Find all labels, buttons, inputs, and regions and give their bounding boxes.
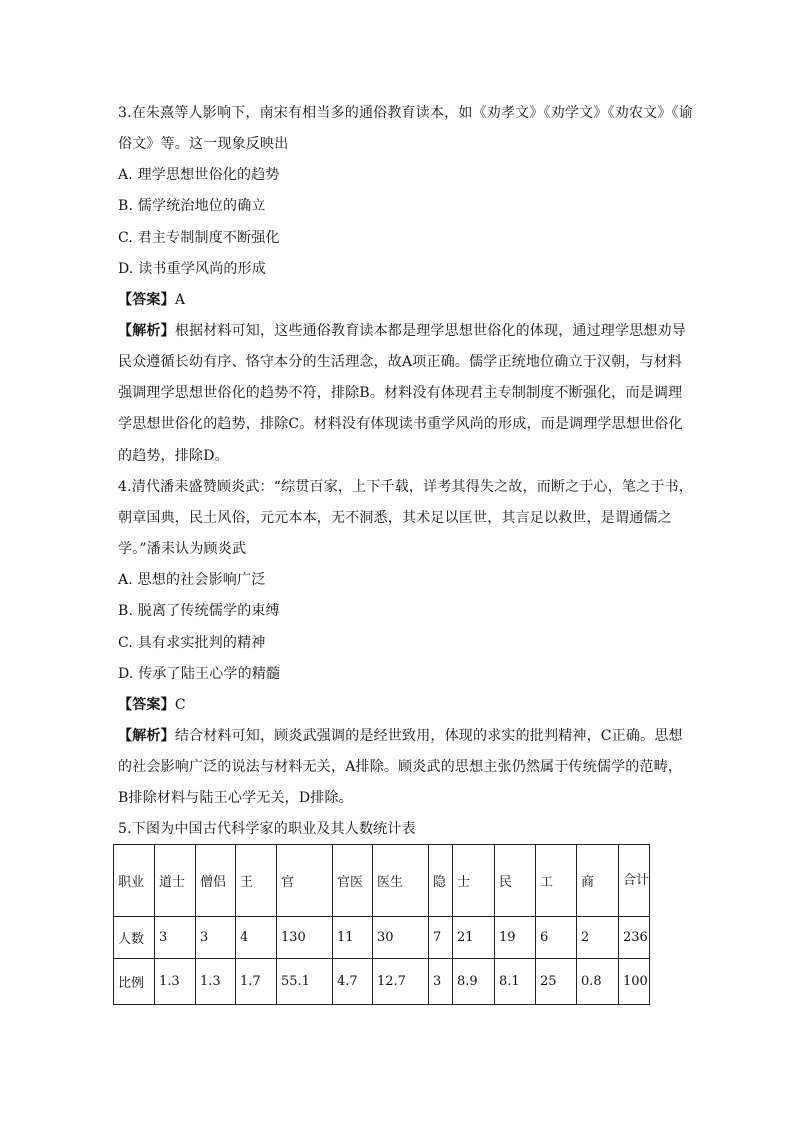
table-cell: 1.3 bbox=[155, 959, 196, 1005]
q4-analysis-line-3: B排除材料与陆王心学无关，D排除。 bbox=[118, 790, 353, 806]
q4-analysis-line-2: 的社会影响广泛的说法与材料无关，A排除。顾炎武的思想主张仍然属于传统儒学的范畴， bbox=[118, 759, 683, 775]
q3-stem-line-2: 俗文》等。这一现象反映出 bbox=[118, 136, 289, 152]
table-cell-total-header: 合计 bbox=[619, 845, 650, 917]
table-cell: 道士 bbox=[155, 845, 196, 917]
table-cell: 民 bbox=[495, 845, 536, 917]
table-cell: 55.1 bbox=[277, 959, 333, 1005]
table-cell: 21 bbox=[453, 917, 495, 959]
q3-option-d: D. 读书重学风尚的形成 bbox=[118, 261, 267, 277]
q5-stem: 5.下图为中国古代科学家的职业及其人数统计表 bbox=[118, 821, 416, 837]
table-cell: 隐 bbox=[429, 845, 453, 917]
q4-analysis-line-1 bbox=[118, 726, 683, 746]
table-cell: 职业 bbox=[114, 845, 155, 917]
q4-stem-line-3: 学。”潘耒认为顾炎武 bbox=[118, 541, 247, 557]
table-cell: 工 bbox=[536, 845, 577, 917]
q4-option-c: C. 具有求实批判的精神 bbox=[118, 635, 266, 651]
table-cell: 比例 bbox=[114, 959, 155, 1005]
table-cell: 3 bbox=[155, 917, 196, 959]
q3-analysis-text-1: 根据材料可知，这些通俗教育读本都是理学思想世俗化的体现，通过理学思想劝导 bbox=[174, 323, 687, 339]
table-cell: 25 bbox=[536, 959, 577, 1005]
table-row-count bbox=[114, 917, 650, 959]
q3-analysis-line-2: 民众遵循长幼有序、恪守本分的生活理念，故A项正确。儒学正统地位确立于汉朝，与材料 bbox=[118, 354, 683, 370]
table-cell: 12.7 bbox=[373, 959, 429, 1005]
table-cell: 4 bbox=[236, 917, 277, 959]
table-cell: 士 bbox=[453, 845, 495, 917]
q4-answer-value: C bbox=[174, 697, 186, 713]
q4-stem-line-2: 朝章国典，民土风俗，元元本本，无不洞悉，其术足以匡世，其言足以救世，是谓通儒之 bbox=[118, 510, 672, 526]
table-cell: 4.7 bbox=[333, 959, 373, 1005]
q4-option-b: B. 脱离了传统儒学的束缚 bbox=[118, 603, 280, 619]
q4-stem-line-1: 4.清代潘耒盛赞顾炎武：“综贯百家，上下千载，详考其得失之故，而断之于心，笔之于书， bbox=[118, 479, 693, 495]
table-cell: 100 bbox=[619, 959, 650, 1005]
q3-answer bbox=[118, 290, 185, 310]
q4-answer-label: 【答案】 bbox=[118, 697, 175, 713]
table-row-ratio bbox=[114, 959, 650, 1005]
table-cell: 11 bbox=[333, 917, 373, 959]
q3-option-a: A. 理学思想世俗化的趋势 bbox=[118, 167, 280, 183]
table-cell: 30 bbox=[373, 917, 429, 959]
q3-stem-line-1: 3.在朱熹等人影响下，南宋有相当多的通俗教育读本，如《劝孝文》《劝学文》《劝农文》《谕 bbox=[118, 105, 693, 121]
table-cell: 商 bbox=[577, 845, 619, 917]
table-cell: 3 bbox=[196, 917, 236, 959]
q3-analysis-line-5: 的趋势，排除D。 bbox=[118, 448, 229, 464]
q3-answer-label: 【答案】 bbox=[118, 292, 175, 308]
table-cell: 236 bbox=[619, 917, 650, 959]
table-cell: 1.7 bbox=[236, 959, 277, 1005]
q3-option-b: B. 儒学统治地位的确立 bbox=[118, 198, 266, 214]
table-header-row bbox=[114, 845, 650, 917]
table-cell: 0.8 bbox=[577, 959, 619, 1005]
table-cell: 7 bbox=[429, 917, 453, 959]
table-cell: 医生 bbox=[373, 845, 429, 917]
table-cell: 19 bbox=[495, 917, 536, 959]
q4-analysis-label: 【解析】 bbox=[118, 728, 175, 744]
table-cell: 人数 bbox=[114, 917, 155, 959]
table-cell: 1.3 bbox=[196, 959, 236, 1005]
q3-analysis-line-4: 学思想世俗化的趋势，排除C。材料没有体现读书重学风尚的形成，而是调理学思想世俗化 bbox=[118, 416, 683, 432]
table-cell: 僧侣 bbox=[196, 845, 236, 917]
table-cell: 130 bbox=[277, 917, 333, 959]
table-cell: 6 bbox=[536, 917, 577, 959]
table-cell: 官医 bbox=[333, 845, 373, 917]
table-cell: 王 bbox=[236, 845, 277, 917]
table-cell: 2 bbox=[577, 917, 619, 959]
q4-option-d: D. 传承了陆王心学的精髓 bbox=[118, 666, 281, 682]
q3-analysis-label: 【解析】 bbox=[118, 323, 175, 339]
table-cell: 官 bbox=[277, 845, 333, 917]
table-cell: 3 bbox=[429, 959, 453, 1005]
q4-option-a: A. 思想的社会影响广泛 bbox=[118, 572, 266, 588]
table-cell: 8.1 bbox=[495, 959, 536, 1005]
scientist-occupation-table bbox=[113, 844, 650, 1005]
q4-analysis-text-1: 结合材料可知，顾炎武强调的是经世致用，体现的求实的批判精神，C正确。思想 bbox=[174, 728, 683, 744]
q4-answer bbox=[118, 695, 186, 715]
table-cell: 8.9 bbox=[453, 959, 495, 1005]
q3-option-c: C. 君主专制制度不断强化 bbox=[118, 230, 280, 246]
q3-answer-value: A bbox=[174, 292, 186, 308]
q3-analysis-line-3: 强调理学思想世俗化的趋势不符，排除B。材料没有体现君主专制制度不断强化，而是调理 bbox=[118, 385, 683, 401]
q3-analysis-line-1 bbox=[118, 321, 686, 341]
